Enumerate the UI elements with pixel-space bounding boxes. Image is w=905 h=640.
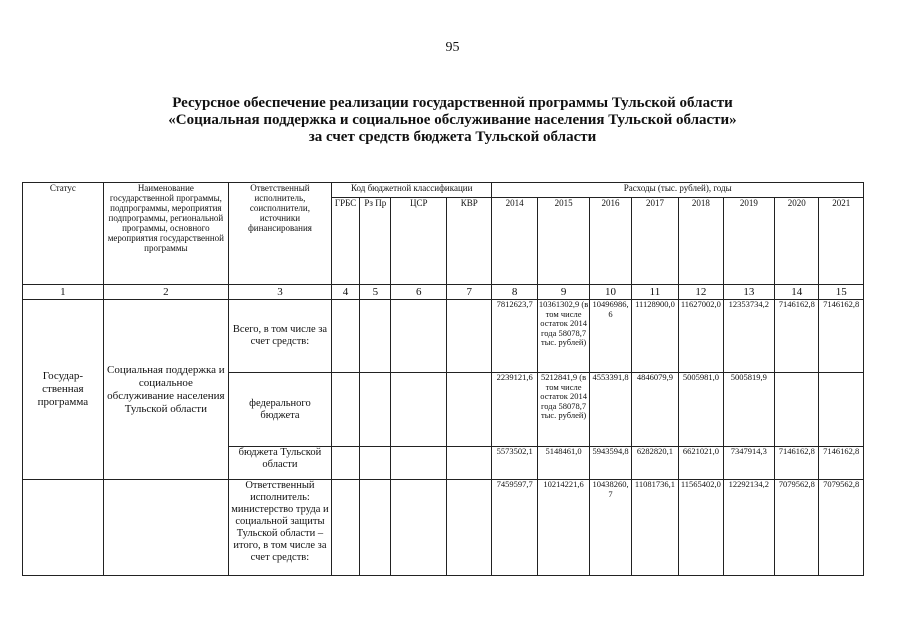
- index-cell: 8: [492, 285, 537, 300]
- document-title: [0, 95, 905, 146]
- header-budget-code: Код бюджетной классификации: [331, 183, 492, 198]
- value-cell: 7146162,8: [775, 300, 819, 373]
- index-cell: 10: [590, 285, 631, 300]
- header-name: Наименование государственной программы, подпрограммы, мероприятия подпрограммы, региональной программы, основного мероприятия государственной программы: [103, 183, 228, 285]
- value-cell: 5943594,8: [590, 447, 631, 480]
- header-status: Статус: [23, 183, 104, 285]
- value-cell: 7146162,8: [819, 447, 864, 480]
- index-cell: 1: [23, 285, 104, 300]
- header-kvr: КВР: [447, 198, 492, 285]
- index-cell: 11: [631, 285, 678, 300]
- title-line-1: Ресурсное обеспечение реализации государственной программы Тульской области: [172, 95, 733, 111]
- index-cell: 15: [819, 285, 864, 300]
- funding-source: Ответственный исполнитель: министерство труда и социальной защиты Тульской области – итого, в том числе за счет средств:: [228, 480, 331, 576]
- header-year: 2017: [631, 198, 678, 285]
- value-cell: 12353734,2: [723, 300, 774, 373]
- index-cell: 13: [723, 285, 774, 300]
- value-cell: 11565402,0: [679, 480, 723, 576]
- table-row: [23, 300, 864, 373]
- page-number: 95: [445, 40, 460, 55]
- header-rzpr: Рз Пр: [360, 198, 391, 285]
- value-cell: 11128900,0: [631, 300, 678, 373]
- value-cell: 7079562,8: [775, 480, 819, 576]
- header-year: 2019: [723, 198, 774, 285]
- value-cell: 7347914,3: [723, 447, 774, 480]
- funding-source: бюджета Тульской области: [228, 447, 331, 480]
- program-name: Социальная поддержка и социальное обслуживание населения Тульской области: [103, 300, 228, 480]
- header-grbs: ГРБС: [331, 198, 359, 285]
- value-cell: 10361302,9 (в том числе остаток 2014 года 58078,7 тыс. рублей): [537, 300, 589, 373]
- value-cell: 2239121,6: [492, 373, 537, 447]
- header-csr: ЦСР: [391, 198, 447, 285]
- title-line-2: «Социальная поддержка и социальное обслуживание населения Тульской области»: [168, 112, 737, 128]
- header-year: 2014: [492, 198, 537, 285]
- header-expenses: Расходы (тыс. рублей), годы: [492, 183, 864, 198]
- funding-source: федерального бюджета: [228, 373, 331, 447]
- value-cell: 10438260,7: [590, 480, 631, 576]
- header-executor: Ответственный исполнитель, соисполнители, источники финансирования: [228, 183, 331, 285]
- value-cell: 11081736,1: [631, 480, 678, 576]
- header-year: 2021: [819, 198, 864, 285]
- value-cell: 12292134,2: [723, 480, 774, 576]
- table-row: [23, 480, 864, 576]
- index-cell: 2: [103, 285, 228, 300]
- program-status: Государ-ственная программа: [23, 300, 104, 480]
- value-cell: [775, 373, 819, 447]
- value-cell: 6282820,1: [631, 447, 678, 480]
- value-cell: 10214221,6: [537, 480, 589, 576]
- index-cell: 14: [775, 285, 819, 300]
- value-cell: 7459597,7: [492, 480, 537, 576]
- title-line-3: за счет средств бюджета Тульской области: [308, 129, 597, 145]
- value-cell: 5148461,0: [537, 447, 589, 480]
- value-cell: 5005819,9: [723, 373, 774, 447]
- value-cell: 7146162,8: [819, 300, 864, 373]
- index-cell: 4: [331, 285, 359, 300]
- value-cell: 10496986,6: [590, 300, 631, 373]
- value-cell: 4846079,9: [631, 373, 678, 447]
- value-cell: 7812623,7: [492, 300, 537, 373]
- value-cell: 7146162,8: [775, 447, 819, 480]
- index-cell: 7: [447, 285, 492, 300]
- index-cell: 5: [360, 285, 391, 300]
- index-cell: 12: [679, 285, 723, 300]
- value-cell: 5573502,1: [492, 447, 537, 480]
- value-cell: 5005981,0: [679, 373, 723, 447]
- header-year: 2016: [590, 198, 631, 285]
- funding-source: Всего, в том числе за счет средств:: [228, 300, 331, 373]
- index-cell: 6: [391, 285, 447, 300]
- header-year: 2015: [537, 198, 589, 285]
- value-cell: 11627002,0: [679, 300, 723, 373]
- index-cell: 9: [537, 285, 589, 300]
- value-cell: 5212841,9 (в том числе остаток 2014 года 58078,7 тыс. рублей): [537, 373, 589, 447]
- budget-table: [22, 182, 864, 576]
- value-cell: [819, 373, 864, 447]
- header-year: 2018: [679, 198, 723, 285]
- index-cell: 3: [228, 285, 331, 300]
- value-cell: 4553391,8: [590, 373, 631, 447]
- value-cell: 7079562,8: [819, 480, 864, 576]
- header-year: 2020: [775, 198, 819, 285]
- value-cell: 6621021,0: [679, 447, 723, 480]
